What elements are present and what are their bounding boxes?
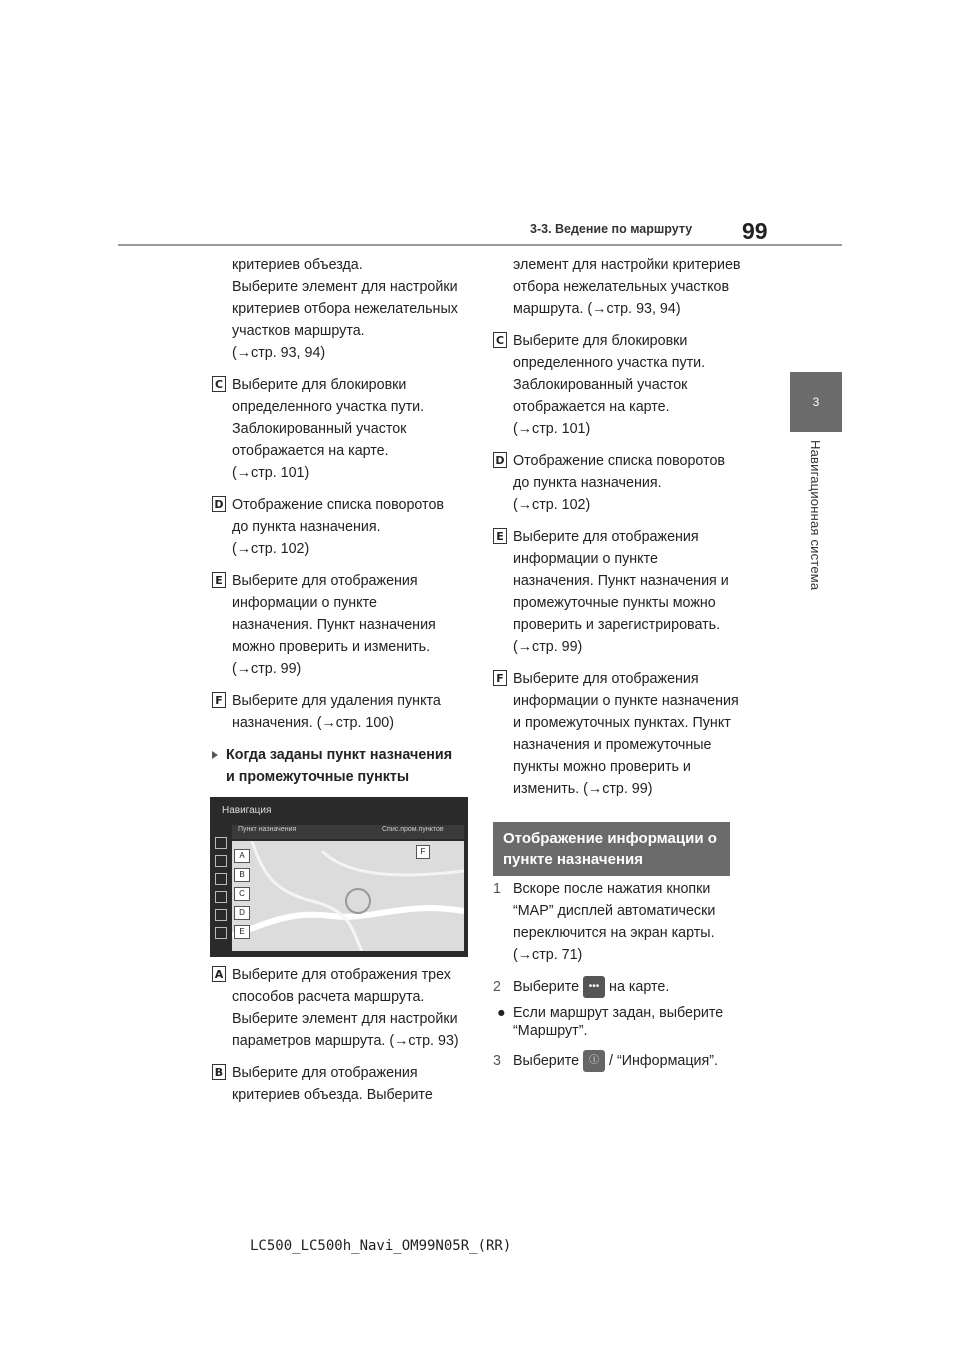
heading-line: Отображение информации о	[503, 830, 717, 847]
callout-label: F	[493, 670, 507, 686]
text-line: Отображение списка поворотов	[232, 497, 444, 513]
bullet-note	[493, 1004, 763, 1040]
callout-item	[212, 690, 474, 734]
text-line: (→стр. 99)	[513, 639, 583, 655]
text-line: промежуточные пункты можно	[513, 595, 716, 611]
step-text: Выберите	[513, 979, 580, 995]
callout-item	[212, 374, 474, 484]
callout-label: D	[493, 452, 507, 468]
text-line: и промежуточных пунктах. Пункт	[513, 715, 731, 731]
text-line: назначения. (→стр. 100)	[232, 715, 395, 731]
text-line: Выберите для удаления пункта	[232, 693, 441, 709]
text-line: Заблокированный участок	[513, 377, 688, 393]
key-d: D	[234, 906, 250, 920]
step-number: 1	[493, 881, 501, 897]
text-line: информации о пункте назначения	[513, 693, 739, 709]
text-line: переключится на экран карты.	[513, 925, 715, 941]
tab-waypoints: Спис.пром.пунктов	[382, 826, 444, 833]
text-line: участков маршрута.	[232, 323, 365, 339]
text-line: (→стр. 101)	[513, 421, 591, 437]
text-line: (→стр. 102)	[232, 541, 310, 557]
left-lower-column	[212, 964, 474, 1106]
chapter-label: Навигационная система	[808, 440, 823, 591]
step-text: / “Информация”.	[609, 1053, 719, 1070]
text-line: Если маршрут задан, выберите	[513, 1005, 724, 1022]
text-line: Выберите элемент для настройки	[232, 279, 458, 295]
text-line: до пункта назначения.	[232, 519, 381, 535]
text-line: информации о пункте	[232, 595, 377, 611]
tab-destination: Пункт назначения	[238, 826, 297, 833]
text-line: Выберите для блокировки	[513, 333, 688, 349]
text-line: проверить и зарегистрировать.	[513, 617, 721, 633]
subheading-line: Когда заданы пункт назначения	[226, 747, 453, 763]
more-options-icon: •••	[583, 976, 605, 998]
text-line: элемент для настройки критериев	[513, 257, 741, 273]
text-line: (→стр. 101)	[232, 465, 310, 481]
key-f: F	[416, 845, 430, 859]
key-e: E	[234, 925, 250, 939]
callout-item	[212, 494, 474, 560]
bullet-dot-icon: ●	[497, 1005, 506, 1022]
page-number: 99	[742, 218, 768, 244]
navigation-screenshot	[210, 797, 468, 957]
text-line: отображается на карте.	[232, 443, 389, 459]
text-line: Выберите для блокировки	[232, 377, 407, 393]
step-2	[493, 976, 763, 998]
text-line: критериев отбора нежелательных	[232, 301, 458, 317]
text-line: Выберите для отображения	[513, 529, 699, 545]
footer-code: LC500_LC500h_Navi_OM99N05R_(RR)	[250, 1238, 512, 1254]
callout-item	[493, 526, 763, 658]
text-line: Выберите для отображения	[232, 573, 418, 589]
text-line: критериев объезда.	[232, 257, 363, 273]
header-rule	[118, 244, 842, 246]
callout-item	[493, 668, 763, 800]
screen-tab-bar	[232, 825, 464, 839]
step-number: 2	[493, 979, 501, 995]
text-line: Выберите элемент для настройки	[232, 1011, 458, 1027]
text-line: “MAP” дисплей автоматически	[513, 903, 716, 919]
text-line: назначения. Пункт назначения	[232, 617, 436, 633]
key-b: B	[234, 868, 250, 882]
step-text: Выберите	[513, 1053, 580, 1070]
text-line: назначения. Пункт назначения и	[513, 573, 729, 589]
screen-title: Навигация	[222, 805, 272, 816]
left-column	[212, 254, 474, 788]
text-line: Выберите для отображения	[232, 1065, 418, 1081]
right-column	[493, 254, 763, 800]
chapter-tab: 3	[790, 372, 842, 432]
text-line: критериев объезда. Выберите	[232, 1087, 433, 1103]
callout-item	[212, 964, 474, 1052]
callout-label: A	[212, 966, 226, 982]
text-line: отбора нежелательных участков	[513, 279, 730, 295]
callout-label: D	[212, 496, 226, 512]
text-line: маршрута. (→стр. 93, 94)	[513, 301, 681, 317]
screen-side-icons	[212, 833, 228, 951]
info-icon: ⓘ	[583, 1050, 605, 1072]
callout-item	[212, 1062, 474, 1106]
text-line: (→стр. 71)	[513, 947, 583, 963]
text-line: (→стр. 93, 94)	[232, 345, 326, 361]
text-line: отображается на карте.	[513, 399, 670, 415]
step-number: 3	[493, 1053, 501, 1070]
text-line: определенного участка пути.	[232, 399, 425, 415]
text-line: (→стр. 102)	[513, 497, 591, 513]
screen-key-labels	[234, 849, 250, 944]
callout-item	[493, 330, 763, 440]
text-line: можно проверить и изменить.	[232, 639, 431, 655]
callout-label: F	[212, 692, 226, 708]
text-line: Заблокированный участок	[232, 421, 407, 437]
callout-item	[212, 570, 474, 680]
text-line: определенного участка пути.	[513, 355, 706, 371]
step-3	[493, 1050, 763, 1072]
text-line: Отображение списка поворотов	[513, 453, 725, 469]
text-line: Выберите для отображения	[513, 671, 699, 687]
text-line: назначения и промежуточные	[513, 737, 712, 753]
text-line: информации о пункте	[513, 551, 658, 567]
text-line: пункты можно проверить и	[513, 759, 691, 775]
text-line: “Маршрут”.	[513, 1023, 588, 1040]
text-line: изменить. (→стр. 99)	[513, 781, 653, 797]
text-line: способов расчета маршрута.	[232, 989, 425, 1005]
callout-label: E	[493, 528, 507, 544]
step-1	[493, 878, 763, 966]
text-line: Вскоре после нажатия кнопки	[513, 881, 711, 897]
subheading-line: и промежуточные пункты	[226, 769, 410, 785]
step-text: на карте.	[609, 979, 670, 995]
text-line: до пункта назначения.	[513, 475, 662, 491]
text-line: (→стр. 99)	[232, 661, 302, 677]
callout-label: C	[493, 332, 507, 348]
key-c: C	[234, 887, 250, 901]
heading-line: пункте назначения	[503, 851, 643, 868]
callout-item	[493, 450, 763, 516]
callout-label: E	[212, 572, 226, 588]
callout-label: B	[212, 1064, 226, 1080]
key-a: A	[234, 849, 250, 863]
text-line: параметров маршрута. (→стр. 93)	[232, 1033, 459, 1049]
steps-list	[493, 878, 763, 1072]
text-line: Выберите для отображения трех	[232, 967, 451, 983]
section-title: 3-3. Ведение по маршруту	[530, 222, 693, 236]
triangle-bullet-icon	[212, 751, 218, 759]
subheading	[212, 744, 474, 788]
section-heading-box	[493, 822, 730, 876]
callout-label: C	[212, 376, 226, 392]
